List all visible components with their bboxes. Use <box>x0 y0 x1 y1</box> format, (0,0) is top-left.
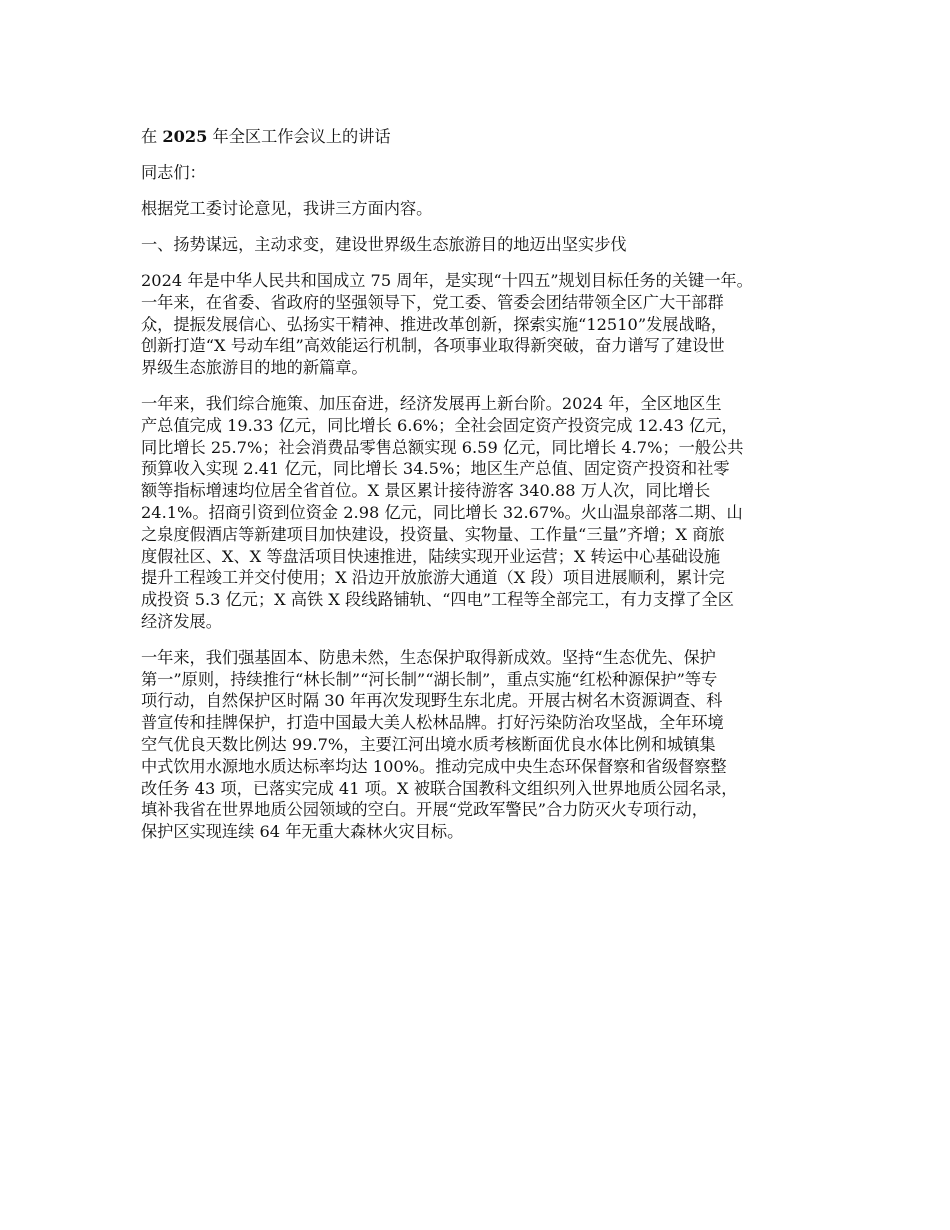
paragraph-line: 提升工程竣工并交付使用；X 沿边开放旅游大通道（X 段）项目进展顺利，累计完 <box>141 568 725 588</box>
title-suffix: 年全区工作会议上的讲话 <box>207 127 391 146</box>
document-title <box>141 126 821 148</box>
intro-text: 根据党工委讨论意见，我讲三方面内容。 <box>141 199 433 218</box>
paragraph-line: 填补我省在世界地质公园领域的空白。开展“党政军警民”合力防灭火专项行动， <box>141 800 708 820</box>
paragraph-line: 产总值完成 19.33 亿元，同比增长 6.6%；全社会固定资产投资完成 12.43 亿元， <box>141 415 738 435</box>
paragraph-ecology <box>141 647 821 843</box>
paragraph-line: 中式饮用水源地水质达标率均达 100%。推动完成中央生态环保督察和省级督察整 <box>141 756 727 776</box>
section-heading: 一、扬势谋远，主动求变，建设世界级生态旅游目的地迈出坚实步伐 <box>141 235 627 254</box>
paragraph-economy <box>141 393 821 633</box>
paragraph-line: 同比增长 25.7%；社会消费品零售总额实现 6.59 亿元，同比增长 4.7%；一般公共 <box>141 437 744 457</box>
paragraph-line: 一年来，在省委、省政府的坚强领导下，党工委、管委会团结带领全区广大干部群 <box>141 292 724 312</box>
paragraph-line: 额等指标增速均位居全省首位。X 景区累计接待游客 340.88 万人次，同比增长 <box>141 481 711 501</box>
paragraph-line: 24.1%。招商引资到位资金 2.98 亿元，同比增长 32.67%。火山温泉部落二期、山 <box>141 502 743 522</box>
paragraph-line: 2024 年是中华人民共和国成立 75 周年，是实现“十四五”规划目标任务的关键一年。 <box>141 271 753 290</box>
paragraph-line: 项行动，自然保护区时隔 30 年再次发现野生东北虎。开展古树名木资源调查、科 <box>141 691 723 711</box>
paragraph-line: 界级生态旅游目的地的新篇章。 <box>141 358 368 378</box>
paragraph-line: 经济发展。 <box>141 611 222 631</box>
paragraph-line: 改任务 43 项，已落实完成 41 项。X 被联合国教科文组织列入世界地质公园名录， <box>141 778 738 798</box>
paragraph-line: 众，提振发展信心、弘扬实干精神、推进改革创新，探索实施“12510”发展战略， <box>141 314 728 334</box>
paragraph-line: 保护区实现连续 64 年无重大森林火灾目标。 <box>141 822 464 842</box>
paragraph-line: 第一”原则，持续推行“林长制”“河长制”“湖长制”，重点实施“红松种源保护”等专 <box>141 669 718 689</box>
document-page <box>141 126 821 857</box>
paragraph-line: 普宣传和挂牌保护，打造中国最大美人松林品牌。打好污染防治攻坚战，全年环境 <box>141 713 724 733</box>
greeting: 同志们： <box>141 163 206 182</box>
paragraph-line: 之泉度假酒店等新建项目加快建设，投资量、实物量、工作量“三量”齐增；X 商旅 <box>141 524 725 544</box>
paragraph-line: 预算收入实现 2.41 亿元，同比增长 34.5%；地区生产总值、固定资产投资和社零 <box>141 459 730 479</box>
paragraph-line: 空气优良天数比例达 99.7%，主要江河出境水质考核断面优良水体比例和城镇集 <box>141 734 716 754</box>
paragraph-line: 度假社区、X、X 等盘活项目快速推进，陆续实现开业运营；X 转运中心基础设施 <box>141 546 721 566</box>
title-year: 2025 <box>162 127 208 146</box>
title-prefix: 在 <box>141 127 163 146</box>
paragraph-line: 一年来，我们综合施策、加压奋进，经济发展再上新台阶。2024 年，全区地区生 <box>141 393 722 413</box>
paragraph-overview <box>141 270 821 379</box>
paragraph-line: 创新打造“X 号动车组”高效能运行机制，各项事业取得新突破，奋力谱写了建设世 <box>141 336 725 356</box>
paragraph-line: 成投资 5.3 亿元；X 高铁 X 段线路铺轨、“四电”工程等全部完工，有力支撑了全区 <box>141 590 734 610</box>
paragraph-line: 一年来，我们强基固本、防患未然，生态保护取得新成效。坚持“生态优先、保护 <box>141 647 716 667</box>
